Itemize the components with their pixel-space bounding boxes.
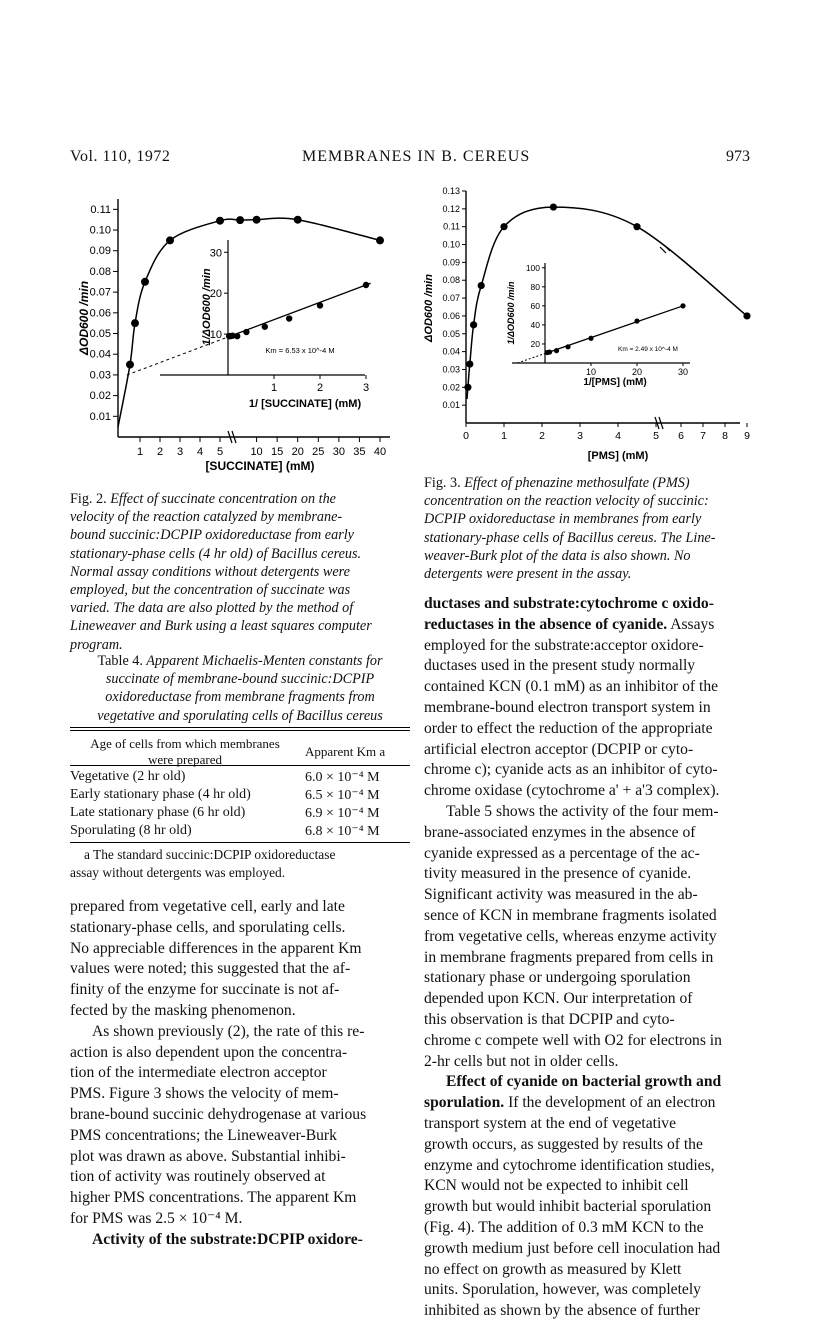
fig3-y-ticks bbox=[442, 186, 466, 410]
table4-footnote bbox=[70, 846, 410, 882]
table-row bbox=[70, 804, 410, 822]
text-line: chrome oxidase (cytochrome a' + a'3 complex). bbox=[424, 782, 720, 800]
text-line: growth occurs, as suggested by results of the bbox=[424, 1135, 703, 1153]
fig3-caption-line: stationary-phase cells of Bacillus cereus. The Line- bbox=[424, 529, 716, 546]
text-line: from vegetative cells, whereas enzyme activity bbox=[424, 927, 717, 945]
text-line: cyanide expressed as a percentage of the ac- bbox=[424, 844, 700, 862]
fig3-caption-line: weaver-Burk plot of the data is also shown. No bbox=[424, 547, 691, 564]
table-row bbox=[70, 786, 410, 804]
fig2-y-label: ΔOD600 /min bbox=[77, 280, 91, 356]
text-line: depended upon KCN. Our interpretation of bbox=[424, 990, 693, 1008]
fig3-caption-line: detergents were present in the assay. bbox=[424, 566, 632, 583]
fig2-caption-line: Lineweaver and Burk using a least squares computer bbox=[70, 618, 372, 635]
text-line: artificial electron acceptor (DCPIP or cyto- bbox=[424, 740, 694, 758]
fig2-data-point bbox=[253, 216, 261, 224]
text-line: Table 5 shows the activity of the four mem- bbox=[446, 802, 719, 820]
fig3-data-point bbox=[550, 203, 557, 210]
text-line: tion of the intermediate electron acceptor bbox=[70, 1064, 327, 1082]
fig3-data-point bbox=[470, 321, 477, 328]
table4-title-line: Apparent Michaelis-Menten constants for bbox=[146, 653, 383, 669]
fig3-caption-label: Fig. 3. bbox=[424, 475, 461, 491]
section-heading: Activity of the substrate:DCPIP oxidore- bbox=[92, 1230, 363, 1248]
fig2-y-tick-label: 0.01 bbox=[89, 410, 111, 423]
fig3-inset bbox=[506, 263, 690, 388]
text-line: plot was drawn as above. Substantial inhibi- bbox=[70, 1147, 346, 1165]
fig3-inset-y-tick-label: 40 bbox=[530, 319, 540, 330]
fig2-caption-line: employed, but the concentration of succinate was bbox=[70, 582, 351, 599]
fig3-x-tick-label: 3 bbox=[577, 430, 583, 442]
table4-age-cell: Vegetative (2 hr old) bbox=[70, 769, 186, 784]
text-line: tion of activity was routinely observed at bbox=[70, 1168, 326, 1186]
text-line: no effect on growth as measured by Klett bbox=[424, 1260, 682, 1278]
section-heading: reductases in the absence of cyanide. bbox=[424, 615, 668, 633]
fig2-data-point bbox=[141, 278, 149, 286]
table4-top-rule bbox=[70, 727, 410, 728]
fig2-x-tick-label: 30 bbox=[332, 446, 345, 458]
text-line: tivity measured in the presence of cyanide. bbox=[424, 865, 692, 883]
table4-km-cell: 6.9 × 10⁻⁴ M bbox=[305, 805, 380, 821]
fig3-inset-x-tick-label: 30 bbox=[677, 367, 689, 377]
fig2-y-tick-label: 0.08 bbox=[89, 265, 111, 278]
text-line: values were noted; this suggested that the af- bbox=[70, 960, 351, 978]
fig2-inset-data-point bbox=[363, 282, 369, 288]
fig3-caption-line: Effect of phenazine methosulfate (PMS) bbox=[464, 475, 690, 491]
table4-age-cell: Late stationary phase (6 hr old) bbox=[70, 805, 246, 820]
text-line: KCN would not be expected to inhibit cell bbox=[424, 1177, 689, 1195]
figure-3-chart bbox=[420, 183, 760, 473]
fig3-inset-data-point bbox=[680, 303, 685, 308]
fig3-x-tick-label: 4 bbox=[615, 430, 621, 442]
fig2-x-ticks bbox=[137, 437, 386, 458]
fig3-y-tick-label: 0.03 bbox=[442, 364, 460, 375]
table4-km-cell: 6.0 × 10⁻⁴ M bbox=[305, 769, 380, 785]
fig2-caption-line: stationary-phase cells (4 hr old) of Bacillus cereus. bbox=[70, 545, 362, 562]
table4-title-line: vegetative and sporulating cells of Bacillus cereus bbox=[97, 707, 383, 724]
fig2-y-tick-label: 0.09 bbox=[89, 245, 111, 258]
fig2-caption-label: Fig. 2. bbox=[70, 491, 107, 507]
fig2-y-tick-label: 0.06 bbox=[89, 307, 111, 320]
left-column-text bbox=[70, 897, 410, 1251]
text-line: units. Sporulation, however, was completely bbox=[424, 1281, 701, 1299]
fig3-inset-y-label: 1/ΔOD600 /min bbox=[506, 281, 516, 345]
text-line: contained KCN (0.1 mM) as an inhibitor of the bbox=[424, 678, 719, 696]
fig2-y-ticks bbox=[90, 204, 118, 423]
fig2-x-tick-label: 2 bbox=[156, 446, 164, 458]
table-row bbox=[70, 768, 410, 786]
table4-col1-header bbox=[70, 736, 300, 768]
text-line: brane-associated enzymes in the absence of bbox=[424, 823, 696, 841]
fig3-x-tick-label: 1 bbox=[501, 430, 507, 442]
text-line: chrome c); cyanide acts as an inhibitor of cyto- bbox=[424, 761, 718, 779]
fig3-inset-data-point bbox=[565, 344, 570, 349]
text-line: Significant activity was measured in the ab- bbox=[424, 886, 698, 904]
table4-col2-header: Apparent Km a bbox=[305, 744, 386, 759]
table4-col1-header-line: Age of cells from which membranes bbox=[90, 736, 280, 751]
fig3-data-point bbox=[500, 223, 507, 230]
table4-title-line: oxidoreductase from membrane fragments from bbox=[105, 689, 375, 706]
fig2-y-tick-label: 0.04 bbox=[89, 348, 111, 361]
section-heading: sporulation. bbox=[424, 1094, 505, 1112]
fig3-inset-data-point bbox=[547, 349, 552, 354]
fig3-y-tick-label: 0.04 bbox=[442, 346, 460, 357]
text-line: higher PMS concentrations. The apparent Km bbox=[70, 1189, 357, 1207]
fig3-curve-break bbox=[660, 247, 666, 253]
fig3-x-tick-label: 9 bbox=[744, 430, 750, 442]
fig2-data-point bbox=[126, 361, 134, 369]
fig2-inset-data-point bbox=[234, 333, 240, 339]
fig2-inset-x-ticks bbox=[271, 375, 369, 394]
text-line: employed for the substrate:acceptor oxidore- bbox=[424, 636, 704, 654]
text-line: fected by the masking phenomenon. bbox=[70, 1001, 296, 1019]
section-heading: ductases and substrate:cytochrome c oxido- bbox=[424, 595, 714, 612]
running-title: MEMBRANES IN B. CEREUS bbox=[302, 148, 531, 165]
fig2-curve bbox=[118, 218, 380, 427]
fig3-y-tick-label: 0.10 bbox=[442, 239, 460, 250]
fig3-y-label: ΔOD600 /min bbox=[423, 274, 435, 342]
fig2-inset-data-point bbox=[243, 329, 249, 335]
fig3-y-tick-label: 0.01 bbox=[442, 400, 460, 411]
fig2-inset-x-tick-label: 3 bbox=[362, 382, 370, 394]
table-row bbox=[70, 822, 410, 840]
fig3-y-tick-label: 0.06 bbox=[442, 310, 460, 321]
table4-age-cell: Early stationary phase (4 hr old) bbox=[70, 787, 251, 802]
fig2-inset-data-point bbox=[286, 315, 292, 321]
text-line: brane-bound succinic dehydrogenase at various bbox=[70, 1105, 367, 1123]
text-line: stationary-phase cells, and sporulating cells. bbox=[70, 918, 346, 936]
fig3-data-point bbox=[478, 282, 485, 289]
fig2-inset bbox=[127, 240, 371, 410]
table4-title bbox=[70, 652, 410, 725]
fig2-y-tick-label: 0.10 bbox=[89, 224, 111, 237]
table4-col1-header-line: were prepared bbox=[148, 752, 222, 767]
text-line: order to effect the reduction of the appropriate bbox=[424, 719, 713, 737]
fig2-y-tick-label: 0.11 bbox=[90, 203, 111, 216]
fig3-y-tick-label: 0.07 bbox=[442, 293, 460, 304]
text-line: transport system at the end of vegetative bbox=[424, 1114, 677, 1132]
table4-km-cell: 6.8 × 10⁻⁴ M bbox=[305, 823, 380, 839]
fig3-y-tick-label: 0.12 bbox=[442, 203, 460, 214]
fig3-caption bbox=[424, 474, 758, 583]
fig2-y-tick-label: 0.03 bbox=[89, 369, 111, 382]
fig2-data-point bbox=[166, 236, 174, 244]
fig3-inset-data-point bbox=[554, 348, 559, 353]
text-line: (Fig. 4). The addition of 0.3 mM KCN to the bbox=[424, 1218, 704, 1236]
fig2-inset-data-point bbox=[317, 302, 323, 308]
fig3-inset-y-ticks bbox=[526, 263, 545, 349]
text-line: ductases used in the present study normally bbox=[424, 657, 696, 675]
text-line: enzyme and cytochrome identification studies, bbox=[424, 1156, 715, 1174]
text-line: stationary phase or undergoing sporulation bbox=[424, 969, 691, 987]
fig2-inset-x-tick-label: 1 bbox=[270, 382, 278, 394]
fig2-y-tick-label: 0.02 bbox=[89, 390, 111, 403]
table4-top-rule-2 bbox=[70, 730, 410, 731]
page-number: 973 bbox=[726, 148, 750, 165]
fig3-data-point bbox=[743, 312, 750, 319]
text-line: PMS. Figure 3 shows the velocity of mem- bbox=[70, 1085, 339, 1103]
fig2-inset-data-point bbox=[262, 324, 268, 330]
fig2-data-point bbox=[236, 216, 244, 224]
text-line: As shown previously (2), the rate of this re- bbox=[92, 1022, 365, 1040]
text-line: in membrane fragments prepared from cells in bbox=[424, 948, 714, 966]
fig2-x-tick-label: 10 bbox=[250, 446, 263, 458]
fig3-x-ticks bbox=[463, 423, 750, 442]
fig2-caption bbox=[70, 490, 410, 654]
fig2-data-point bbox=[131, 319, 139, 327]
fig2-inset-y-tick-label: 10 bbox=[209, 329, 222, 342]
fig2-caption-line: Normal assay conditions without detergents were bbox=[70, 563, 350, 580]
fig3-x-tick-label: 6 bbox=[678, 430, 684, 442]
text-line: finity of the enzyme for succinate is not af- bbox=[70, 981, 340, 999]
text-line: PMS concentrations; the Lineweaver-Burk bbox=[70, 1126, 337, 1144]
fig2-x-tick-label: 1 bbox=[136, 446, 144, 458]
fig2-y-tick-label: 0.07 bbox=[89, 286, 111, 299]
text-line: sence of KCN in membrane fragments isolated bbox=[424, 906, 717, 924]
table4-footnote-line: assay without detergents was employed. bbox=[70, 865, 286, 880]
fig2-x-tick-label: 40 bbox=[373, 446, 387, 458]
fig2-data-point bbox=[216, 217, 224, 225]
fig2-caption-line: program. bbox=[70, 636, 123, 653]
text-line: No appreciable differences in the apparent Km bbox=[70, 939, 362, 957]
fig3-curve-break bbox=[664, 245, 670, 251]
fig3-data-point bbox=[466, 361, 473, 368]
fig2-inset-fit-line bbox=[228, 283, 371, 337]
text-line: growth medium just before cell inoculation had bbox=[424, 1239, 721, 1257]
fig2-inset-y-tick-label: 30 bbox=[209, 247, 222, 260]
fig3-y-tick-label: 0.02 bbox=[442, 382, 460, 393]
table4-header-rule bbox=[70, 765, 410, 766]
fig3-inset-data-point bbox=[588, 336, 593, 341]
table4-label: Table 4. bbox=[97, 653, 143, 669]
fig3-inset-x-tick-label: 20 bbox=[631, 367, 643, 377]
fig3-x-tick-label: 0 bbox=[463, 430, 469, 442]
fig2-inset-x-tick-label: 2 bbox=[316, 382, 324, 394]
table4-age-cell: Sporulating (8 hr old) bbox=[70, 823, 192, 838]
fig2-inset-km-annotation: Km = 6.53 x 10^-4 M bbox=[265, 346, 335, 355]
table4-bottom-rule bbox=[70, 842, 410, 843]
fig2-caption-line: varied. The data are also plotted by the method of bbox=[70, 600, 354, 617]
text-line: If the development of an electron bbox=[508, 1094, 716, 1112]
text-line: inhibited as shown by the absence of further bbox=[424, 1302, 700, 1320]
table4-footnote-line: a The standard succinic:DCPIP oxidoreductase bbox=[84, 847, 336, 862]
text-line: Assays bbox=[670, 615, 715, 633]
fig3-x-tick-label: 7 bbox=[700, 430, 706, 442]
fig3-x-label: [PMS] (mM) bbox=[587, 450, 649, 462]
fig3-data-point bbox=[464, 384, 471, 391]
fig3-inset-y-tick-label: 20 bbox=[530, 338, 540, 349]
fig2-inset-y-label: 1/ΔOD600 /min bbox=[201, 268, 213, 346]
fig3-y-tick-label: 0.09 bbox=[442, 257, 460, 268]
fig2-caption-line: velocity of the reaction catalyzed by membrane- bbox=[70, 509, 343, 526]
fig2-data-point bbox=[376, 236, 384, 244]
fig3-caption-line: DCPIP oxidoreductase in membranes from early bbox=[424, 511, 702, 528]
fig2-data-point bbox=[294, 216, 302, 224]
text-line: this observation is that DCPIP and cyto- bbox=[424, 1010, 675, 1028]
fig3-y-tick-label: 0.11 bbox=[443, 221, 460, 232]
fig3-y-tick-label: 0.13 bbox=[442, 186, 460, 196]
fig3-y-tick-label: 0.08 bbox=[442, 275, 460, 286]
running-header bbox=[70, 148, 750, 172]
fig2-x-tick-label: 20 bbox=[291, 446, 304, 458]
volume-label: Vol. 110, 1972 bbox=[70, 148, 171, 165]
fig3-inset-extrapolation bbox=[517, 353, 545, 363]
fig3-inset-y-tick-label: 100 bbox=[525, 262, 540, 273]
fig2-caption-line: bound succinic:DCPIP oxidoreductase from early bbox=[70, 527, 354, 544]
fig3-inset-x-tick-label: 10 bbox=[585, 367, 597, 377]
fig2-x-label: [SUCCINATE] (mM) bbox=[205, 459, 315, 473]
section-heading: Effect of cyanide on bacterial growth and bbox=[446, 1073, 722, 1091]
fig3-x-tick-label: 5 bbox=[653, 430, 659, 442]
fig2-x-tick-label: 35 bbox=[353, 446, 366, 458]
text-line: 2-hr cells but not in older cells. bbox=[424, 1052, 619, 1070]
fig2-inset-y-tick-label: 20 bbox=[209, 288, 222, 301]
fig2-inset-x-label: 1/ [SUCCINATE] (mM) bbox=[248, 398, 362, 410]
fig3-x-tick-label: 2 bbox=[539, 430, 545, 442]
table4-km-cell: 6.5 × 10⁻⁴ M bbox=[305, 787, 380, 803]
fig3-data-point bbox=[633, 223, 640, 230]
fig3-caption-line: concentration on the reaction velocity of succinic: bbox=[424, 493, 709, 510]
text-line: action is also dependent upon the concentra- bbox=[70, 1043, 348, 1061]
fig3-inset-y-tick-label: 80 bbox=[530, 281, 540, 292]
fig3-inset-data-point bbox=[634, 318, 639, 323]
fig2-y-tick-label: 0.05 bbox=[89, 328, 111, 341]
right-column-text bbox=[424, 594, 758, 1322]
fig3-inset-y-tick-label: 60 bbox=[530, 300, 540, 311]
text-line: for PMS was 2.5 × 10⁻⁴ M. bbox=[70, 1209, 243, 1227]
text-line: growth but would inhibit bacterial sporulation bbox=[424, 1198, 712, 1216]
fig2-x-tick-label: 5 bbox=[216, 446, 224, 458]
text-line: membrane-bound electron transport system in bbox=[424, 698, 711, 716]
fig3-inset-x-label: 1/[PMS] (mM) bbox=[583, 377, 647, 388]
fig3-y-tick-label: 0.05 bbox=[442, 328, 460, 339]
fig3-x-tick-label: 8 bbox=[722, 430, 728, 442]
fig2-x-tick-label: 15 bbox=[271, 446, 284, 458]
text-line: prepared from vegetative cell, early and late bbox=[70, 898, 345, 915]
fig2-caption-line: Effect of succinate concentration on the bbox=[110, 491, 336, 507]
fig2-x-tick-label: 4 bbox=[196, 446, 204, 458]
figure-2-chart bbox=[60, 185, 405, 475]
table4-body bbox=[70, 768, 410, 840]
fig3-inset-x-ticks bbox=[586, 363, 688, 377]
text-line: chrome c compete well with O2 for electrons in bbox=[424, 1031, 722, 1049]
table4-title-line: succinate of membrane-bound succinic:DCPIP bbox=[105, 671, 375, 688]
fig2-x-tick-label: 3 bbox=[176, 446, 184, 458]
fig3-inset-km-annotation: Km = 2.49 x 10^-4 M bbox=[618, 346, 678, 353]
fig2-x-tick-label: 25 bbox=[312, 446, 325, 458]
